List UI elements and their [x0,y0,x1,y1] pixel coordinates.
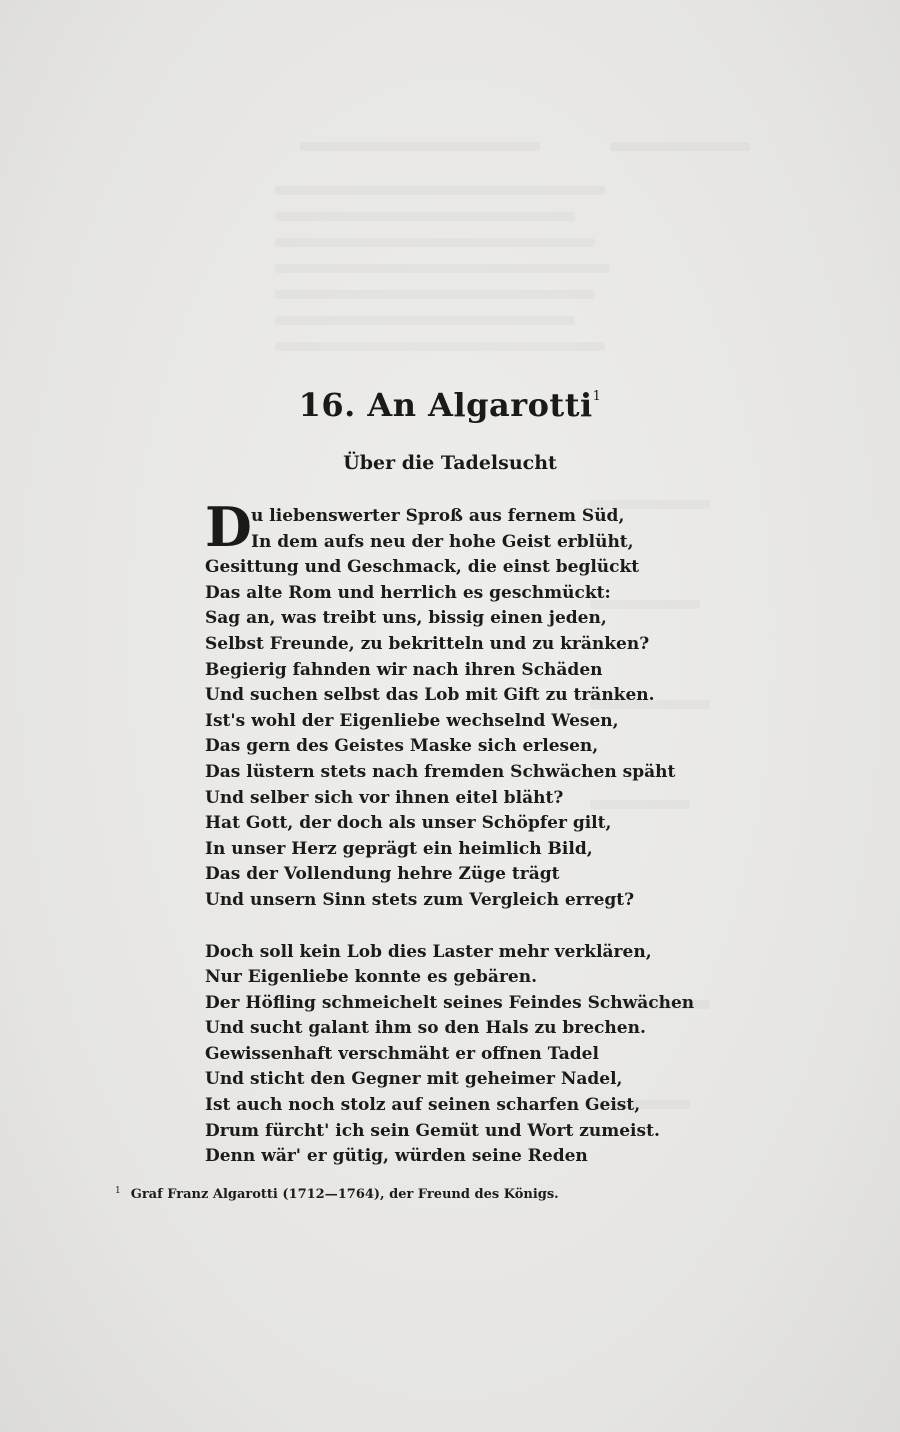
verse-line: Und selber sich vor ihnen eitel bläht? [205,787,564,808]
verse-line: Sag an, was treibt uns, bissig einen jeden, [205,608,607,629]
bleed-through-line [300,142,540,151]
verse-line: u liebenswerter Sproß aus fernem Süd, [251,506,625,526]
drop-cap: D [205,495,252,559]
footnote-mark: 1 [115,1186,121,1196]
verse-line: Denn wär' er gütig, würden seine Reden [205,1146,588,1167]
verse-line: Doch soll kein Lob dies Laster mehr verklären, [205,941,652,962]
poem-subtitle: Über die Tadelsucht [343,452,557,474]
verse-line: Das alte Rom und herrlich es geschmückt: [205,582,611,603]
poem-number: 16. [298,386,356,424]
verse-line: In dem aufs neu der hohe Geist erblüht, [251,531,634,552]
footnote [115,1186,559,1202]
poem-body [205,504,705,1170]
verse-line: Das lüstern stets nach fremden Schwächen späht [205,761,676,782]
verse-line: Das der Vollendung hehre Züge trägt [205,864,560,885]
verse-line: In unser Herz geprägt ein heimlich Bild, [205,838,593,859]
verse-line: Der Höfling schmeichelt seines Feindes Schwächen [205,992,695,1013]
verse-line: Selbst Freunde, zu bekritteln und zu kränken? [205,633,650,654]
bleed-through-line [275,290,595,299]
verse-line: Begierig fahnden wir nach ihren Schäden [205,659,603,680]
verse-line: Gesittung und Geschmack, die einst beglückt [205,557,640,578]
bleed-through-line [275,316,575,325]
verse-line: Das gern des Geistes Maske sich erlesen, [205,736,599,757]
bleed-through-line [275,264,610,273]
bleed-through-line [275,186,605,195]
verse-line: Ist auch noch stolz auf seinen scharfen Geist, [205,1095,641,1116]
footnote-text: Graf Franz Algarotti (1712—1764), der Freund des Königs. [130,1187,559,1202]
verse-line: Und unsern Sinn stets zum Vergleich erregt? [205,889,635,910]
poem-title-text: An Algarotti [367,386,593,424]
title-footnote-mark: 1 [592,389,602,404]
bleed-through-line [275,212,575,221]
stanza-2 [205,940,705,1170]
bleed-through-line [610,142,750,151]
verse-line: Ist's wohl der Eigenliebe wechselnd Wesen, [205,710,619,731]
stanza-1 [205,504,705,914]
verse-line: Und suchen selbst das Lob mit Gift zu tränken. [205,685,655,706]
stanza-gap [205,914,705,940]
verse-line: Nur Eigenliebe konnte es gebären. [205,967,537,988]
verse-line: Gewissenhaft verschmäht er offnen Tadel [205,1043,599,1064]
poem-title [0,386,900,424]
verse-line: Drum fürcht' ich sein Gemüt und Wort zumeist. [205,1120,660,1141]
verse-line: Und sucht galant ihm so den Hals zu brechen. [205,1018,646,1039]
bleed-through-line [275,238,595,247]
verse-line: Hat Gott, der doch als unser Schöpfer gilt, [205,813,612,834]
bleed-through-line [275,342,605,351]
verse-line: Und sticht den Gegner mit geheimer Nadel, [205,1069,623,1090]
